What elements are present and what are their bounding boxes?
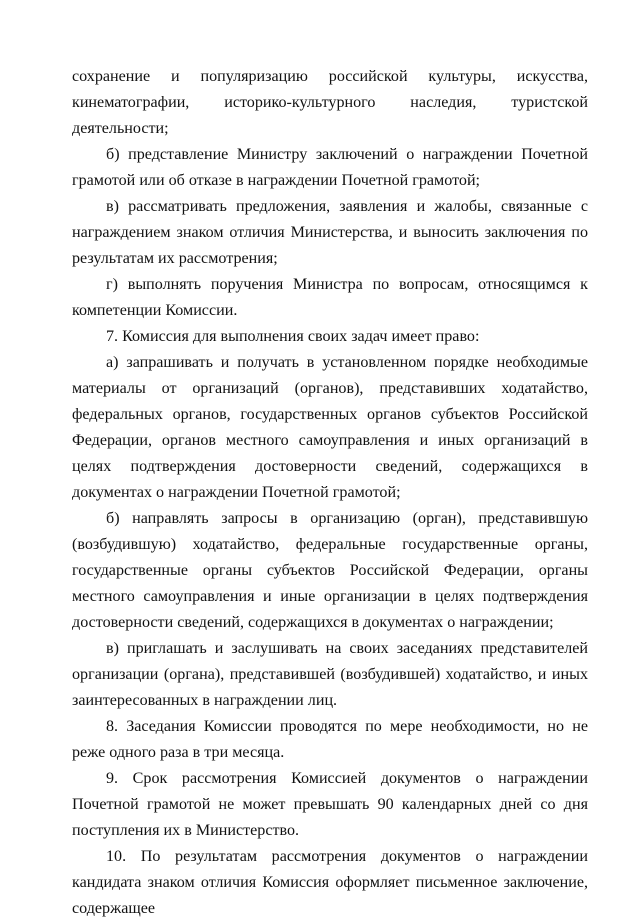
document-page xyxy=(72,64,588,922)
paragraph-section-7-item-v: в) приглашать и заслушивать на своих заседаниях представителей организации (органа), представившей (возбудившей) ходатайство, и иных заинтересованных в награждении лиц. xyxy=(72,640,588,709)
paragraph-continuation: сохранение и популяризацию российской культуры, искусства, кинематографии, историко-культурного наследия, туристской деятельности; xyxy=(72,68,588,137)
paragraph-section-7-item-b: б) направлять запросы в организацию (орган), представившую (возбудившую) ходатайство, федеральные государственные органы, государственные органы субъектов Российской Федерации, органы местного самоуправления и иные организации в целях подтверждения достоверности сведений, содержащихся в документах о награждении; xyxy=(72,510,588,631)
paragraph-section-7-item-a: а) запрашивать и получать в установленном порядке необходимые материалы от организаций (органов), представивших ходатайство, федеральных органов, государственных органов субъектов Российской Федерации, органов местного самоуправления и иных организаций в целях подтверждения достоверности сведений, содержащихся в документах о награждении Почетной грамотой; xyxy=(72,354,588,501)
paragraph-item-v-complaints: в) рассматривать предложения, заявления и жалобы, связанные с награждением знаком отличия Министерства, и выносить заключения по результатам их рассмотрения; xyxy=(72,198,588,267)
paragraph-section-8: 8. Заседания Комиссии проводятся по мере необходимости, но не реже одного раза в три месяца. xyxy=(72,718,588,761)
paragraph-section-9: 9. Срок рассмотрения Комиссией документов о награждении Почетной грамотой не может превышать 90 календарных дней со дня поступления их в Министерство. xyxy=(72,770,588,839)
paragraph-item-b-submission: б) представление Министру заключений о награждении Почетной грамотой или об отказе в награждении Почетной грамотой; xyxy=(72,146,588,189)
paragraph-section-10: 10. По результатам рассмотрения документов о награждении кандидата знаком отличия Комиссия оформляет письменное заключение, содержащее xyxy=(72,848,588,917)
paragraph-section-7: 7. Комиссия для выполнения своих задач имеет право: xyxy=(106,328,480,345)
paragraph-item-g-instructions: г) выполнять поручения Министра по вопросам, относящимся к компетенции Комиссии. xyxy=(72,276,588,319)
